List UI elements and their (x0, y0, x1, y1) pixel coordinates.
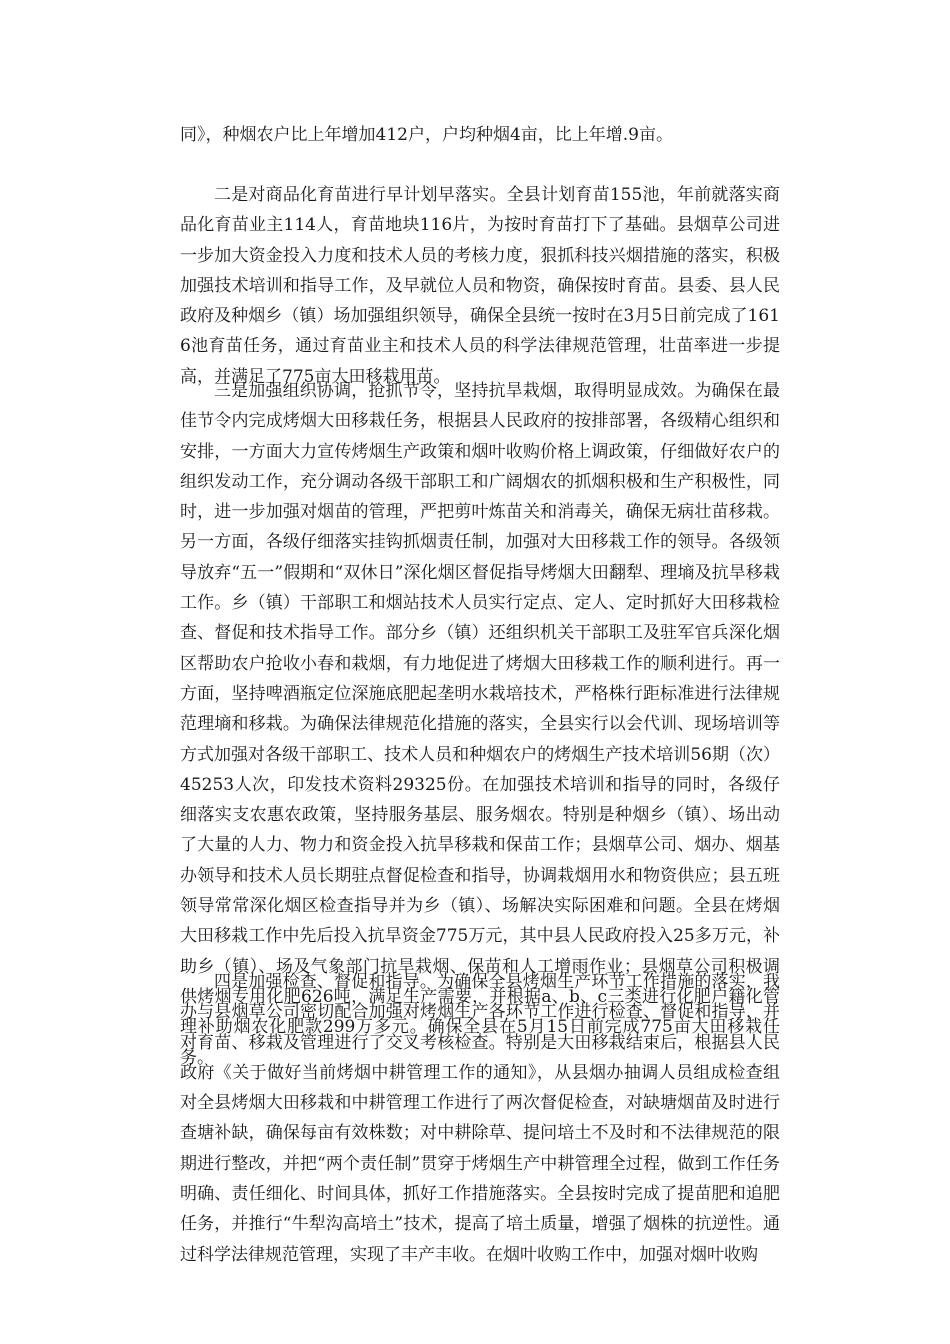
paragraph-text: 同》，种烟农户比上年增加412户，户均种烟4亩，比上年增.9亩。 (180, 125, 673, 145)
paragraph-text: 三是加强组织协调，抢抓节令，坚持抗旱栽烟，取得明显成效。为确保在最佳节令内完成烤烟大田移栽任务，根据县人民政府的按排部署，各级精心组织和安排，一方面大力宣传烤烟生产政策和烟叶收购价格上调政策，仔细做好农户的组织发动工作，充分调动各级干部职工和广阔烟农的抓烟积极和生产积极性，同时，进一步加强对烟苗的管理，严把剪叶炼苗关和消毒关，确保无病壮苗移栽。另一方面，各级仔细落实挂钩抓烟责任制，加强对大田移栽工作的领导。各级领导放弃“五一”假期和“双休日”深化烟区督促指导烤烟大田翻犁、理墒及抗旱移栽工作。乡（镇）干部职工和烟站技术人员实行定点、定人、定时抓好大田移栽检查、督促和技术指导工作。部分乡（镇）还组织机关干部职工及驻军官兵深化烟区帮助农户抢收小春和栽烟，有力地促进了烤烟大田移栽工作的顺利进行。再一方面，坚持啤酒瓶定位深施底肥起垄明水栽培技术，严格株行距标准进行法律规范理墒和移栽。为确保法律规范化措施的落实，全县实行以会代训、现场培训等方式加强对各级干部职工、技术人员和种烟农户的烤烟生产技术培训56期（次）45253人次，印发技术资料29325份。在加强技术培训和指导的同时，各级仔细落实支农惠农政策，坚持服务基层、服务烟农。特别是种烟乡（镇）、场出动了大量的人力、物力和资金投入抗旱移栽和保苗工作；县烟草公司、烟办、烟基办领导和技术人员长期驻点督促检查和指导，协调栽烟用水和物资供应；县五班领导常常深化烟区检查指导并为乡（镇）、场解决实际困难和问题。全县在烤烟大田移栽工作中先后投入抗旱资金775万元，其中县人民政府投入25多万元，补助乡（镇）、场及气象部门抗旱栽烟、保苗和人工增雨作业；县烟草公司积极调供烤烟专用化肥626吨，满足生产需要，并根据a、b、c三类进行化肥户籍化管理补助烟农化肥款299万多元。确保全县在5月15日前完成775亩大田移栽任务。 (180, 381, 780, 1068)
paragraph-inspection (180, 967, 780, 1270)
paragraph-continuation (180, 120, 780, 150)
paragraph-text: 二是对商品化育苗进行早计划早落实。全县计划育苗155池，年前就落实商品化育苗业主114人，育苗地块116片，为按时育苗打下了基础。县烟草公司进一步加大资金投入力度和技术人员的考核力度，狠抓科技兴烟措施的落实，积极加强技术培训和指导工作，及早就位人员和物资，确保按时育苗。县委、县人民政府及种烟乡（镇）场加强组织领导，确保全县统一按时在3月5日前完成了1616池育苗任务，通过育苗业主和技术人员的科学法律规范管理，壮苗率进一步提高，并满足了775亩大田移栽用苗。 (180, 185, 780, 387)
paragraph-text: 四是加强检查、督促和指导。为确保全县烤烟生产环节工作措施的落实，我办与县烟草公司密切配合加强对烤烟生产各环节工作进行检查、督促和指导，并对育苗、移栽及管理进行了交叉考核检查。特别是大田移栽结束后，根据县人民政府《关于做好当前烤烟中耕管理工作的通知》，从县烟办抽调人员组成检查组对全县烤烟大田移栽和中耕管理工作进行了两次督促检查，对缺塘烟苗及时进行查塘补缺，确保每亩有效株数；对中耕除草、提问培土不及时和不法律规范的限期进行整改，并把“两个责任制”贯穿于烤烟生产中耕管理全过程，做到工作任务明确、责任细化、时间具体，抓好工作措施落实。全县按时完成了提苗肥和追肥任务，并推行“牛犁沟高培土”技术，提高了培土质量，增强了烟株的抗逆性。通过科学法律规范管理，实现了丰产丰收。在烟叶收购工作中，加强对烟叶收购 (180, 972, 780, 1265)
paragraph-seedlings (180, 180, 780, 392)
